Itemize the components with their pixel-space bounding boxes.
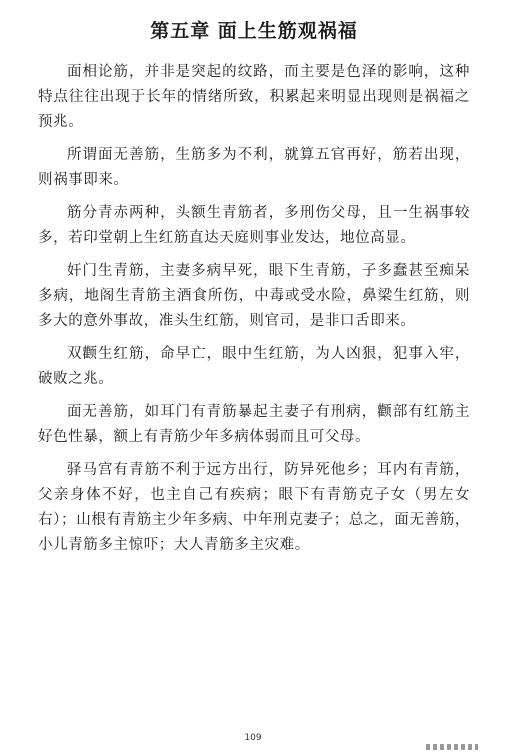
paragraph: 筋分青赤两种，头额生青筋者，多刑伤父母，且一生祸事较多，若印堂朝上生红筋直达天庭则事业发达，地位高显。: [38, 205, 470, 246]
paragraph: 所谓面无善筋，生筋多为不利，就算五官再好，筋若出现，则祸事即来。: [38, 147, 470, 188]
paragraph: 奸门生青筋，主妻多病早死，眼下生青筋，子多蠢甚至痴呆多病，地阁生青筋主酒食所伤，中毒或受水险，鼻梁生红筋，则多大的意外事故，准头生红筋，则官司，是非口舌即来。: [38, 263, 470, 329]
paragraph: 面相论筋，并非是突起的纹路，而主要是色泽的影响，这种特点往往出现于长年的情绪所致，积累起来明显出现则是祸福之预兆。: [38, 64, 470, 130]
paragraph: 面无善筋，如耳门有青筋暴起主妻子有刑病，颧部有红筋主好色性暴，额上有青筋少年多病体弱而且可父母。: [38, 404, 470, 445]
scan-watermark-mark: [426, 744, 478, 750]
paragraph: 双颧生红筋，命早亡，眼中生红筋，为人凶狠，犯事入牢，破败之兆。: [38, 346, 470, 387]
paragraph: 驿马宫有青筋不利于远方出行，防异死他乡；耳内有青筋，父亲身体不好，也主自己有疾病；眼下有青筋克子女（男左女右）；山根有青筋主少年多病、中年刑克妻子；总之，面无善筋，小儿青筋多主惊吓；大人青筋多主灾难。: [38, 462, 470, 553]
chapter-title: 第五章 面上生筋观祸福: [150, 20, 358, 42]
page-number: 109: [244, 733, 262, 743]
